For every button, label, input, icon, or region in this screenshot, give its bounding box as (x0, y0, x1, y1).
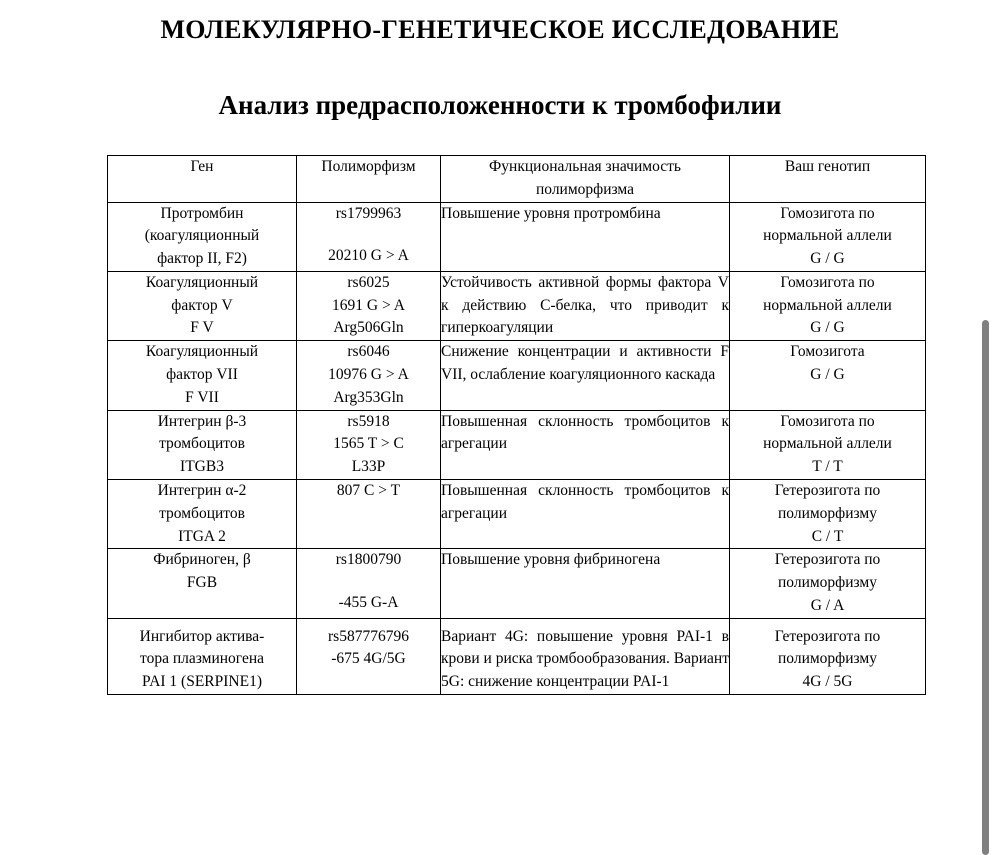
scrollbar-thumb[interactable] (982, 320, 989, 855)
genotype-line: 4G / 5G (802, 673, 853, 691)
genotype-line: полиморфизму (778, 650, 877, 668)
genotype-line: Гомозигота по (780, 412, 875, 430)
cell-genotype (730, 549, 926, 618)
column-header-gene: Ген (108, 156, 297, 203)
polymorphism-line: 20210 G > A (328, 247, 409, 265)
genotype-line: Гетерозигота по (774, 481, 881, 499)
cell-significance: Повышение уровня протромбина (441, 202, 730, 271)
polymorphism-line: rs1800790 (335, 551, 402, 569)
genotype-line: Гетерозигота по (774, 627, 881, 645)
gene-line: Коагуляционный (145, 343, 259, 361)
genotype-line: Гомозигота по (780, 204, 875, 222)
polymorphism-line: -455 G-A (338, 594, 399, 612)
gene-line: фактор II, F2) (157, 250, 247, 268)
genotype-line: G / A (810, 596, 845, 614)
table-row (108, 479, 926, 548)
cell-polymorphism (297, 479, 441, 548)
page-title-main: МОЛЕКУЛЯРНО-ГЕНЕТИЧЕСКОЕ ИССЛЕДОВАНИЕ (160, 15, 840, 44)
polymorphism-line: 1691 G > A (332, 296, 405, 314)
cell-genotype (730, 410, 926, 479)
cell-genotype (730, 479, 926, 548)
polymorphism-line: L33P (351, 458, 386, 476)
cell-significance: Вариант 4G: повышение уровня PAI-1 в крови и риска тромбообразования. Вариант 5G: снижение концентрации PAI-1 (441, 618, 730, 694)
cell-polymorphism (297, 341, 441, 410)
genotype-line: Гомозигота по (780, 273, 875, 291)
table-row (108, 410, 926, 479)
thrombophilia-results-table (107, 155, 926, 695)
genotype-line: G / G (810, 319, 845, 337)
table-row (108, 618, 926, 694)
cell-polymorphism (297, 202, 441, 271)
spacer (297, 225, 440, 245)
gene-line: Протромбин (160, 204, 244, 222)
gene-line: фактор V (171, 296, 233, 314)
polymorphism-line: Arg506Gln (333, 319, 404, 337)
cell-polymorphism (297, 549, 441, 618)
gene-line: Коагуляционный (145, 273, 259, 291)
cell-gene (108, 479, 297, 548)
polymorphism-line: rs5918 (347, 412, 390, 430)
genotype-line: нормальной аллели (763, 296, 892, 314)
cell-gene (108, 202, 297, 271)
column-header-genotype: Ваш генотип (730, 156, 926, 203)
cell-polymorphism (297, 410, 441, 479)
cell-significance: Устойчивость активной формы фактора V к действию С-белка, что приводит к гиперкоагуляции (441, 271, 730, 340)
genotype-line: Гетерозигота по (774, 551, 881, 569)
polymorphism-line: 1565 T > C (333, 435, 404, 453)
cell-genotype (730, 202, 926, 271)
gene-line: F V (190, 319, 214, 337)
page-title-sub: Анализ предрасположенности к тромбофилии (218, 89, 782, 120)
gene-line: (коагуляционный (144, 227, 260, 245)
table-row (108, 341, 926, 410)
table-row (108, 271, 926, 340)
cell-significance: Повышенная склонность тромбоцитов к агрегации (441, 410, 730, 479)
gene-line: ITGA 2 (178, 527, 226, 545)
polymorphism-line: rs1799963 (335, 204, 402, 222)
spacer (297, 572, 440, 592)
gene-line: F VII (185, 388, 219, 406)
polymorphism-line: rs587776796 (328, 627, 409, 645)
column-header-significance: Функциональная значимость полиморфизма (441, 156, 730, 203)
cell-polymorphism (297, 618, 441, 694)
cell-gene (108, 618, 297, 694)
cell-gene (108, 549, 297, 618)
gene-line: ITGB3 (180, 458, 224, 476)
polymorphism-line: 10976 G > A (328, 366, 409, 384)
cell-gene (108, 341, 297, 410)
cell-gene (108, 410, 297, 479)
vertical-scrollbar[interactable] (974, 0, 1000, 855)
cell-genotype (730, 271, 926, 340)
polymorphism-line: 807 C > T (336, 481, 401, 499)
table-body (108, 202, 926, 694)
genotype-line: G / G (810, 366, 845, 384)
polymorphism-line: rs6025 (347, 273, 390, 291)
gene-line: тромбоцитов (159, 435, 245, 453)
gene-line: тромбоцитов (159, 504, 245, 522)
gene-line: Интегрин β-3 (157, 412, 247, 430)
cell-significance: Снижение концентрации и активности F VII, ослабление коагуляционного каскада (441, 341, 730, 410)
gene-line: Фибриноген, β (153, 551, 251, 569)
cell-significance: Повышенная склонность тромбоцитов к агрегации (441, 479, 730, 548)
cell-gene (108, 271, 297, 340)
genotype-line: полиморфизму (778, 574, 877, 592)
column-header-polymorphism: Полиморфизм (297, 156, 441, 203)
genotype-line: G / G (810, 250, 845, 268)
genotype-line: T / T (812, 458, 843, 476)
genotype-line: C / T (811, 527, 844, 545)
table-row (108, 549, 926, 618)
cell-polymorphism (297, 271, 441, 340)
genotype-line: полиморфизму (778, 504, 877, 522)
genotype-line: нормальной аллели (763, 435, 892, 453)
table-header-row (108, 156, 926, 203)
gene-line: PAI 1 (SERPINE1) (142, 673, 262, 691)
cell-significance: Повышение уровня фибриногена (441, 549, 730, 618)
cell-genotype (730, 341, 926, 410)
gene-line: Интегрин α-2 (157, 481, 247, 499)
gene-line: FGB (186, 574, 218, 592)
genotype-line: Гомозигота (790, 343, 865, 361)
polymorphism-line: rs6046 (347, 343, 390, 361)
table-row (108, 202, 926, 271)
genotype-line: нормальной аллели (763, 227, 892, 245)
gene-line: Ингибитор актива- (139, 627, 265, 645)
polymorphism-line: -675 4G/5G (331, 650, 406, 668)
gene-line: фактор VII (166, 366, 238, 384)
gene-line: тора плазминогена (140, 650, 264, 668)
polymorphism-line: Arg353Gln (333, 388, 404, 406)
cell-genotype (730, 618, 926, 694)
